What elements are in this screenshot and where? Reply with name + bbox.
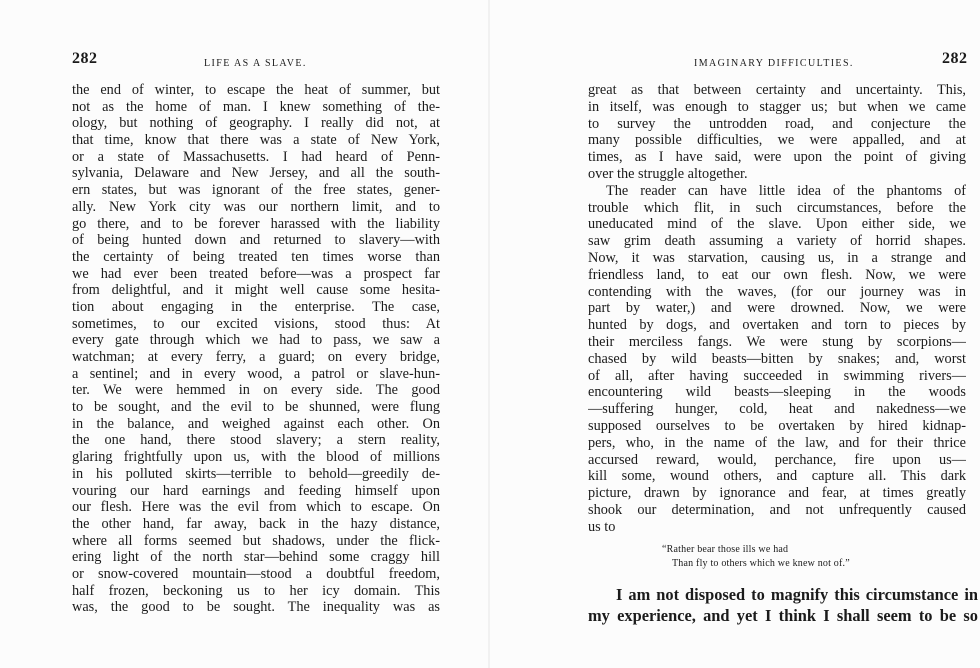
body-line: glaring frightfully upon us, with the blood of millions (72, 449, 440, 466)
body-line: where all forms seemed but shadows, under the flick- (72, 532, 440, 549)
right-body-text (588, 82, 966, 536)
body-line: not as the home of man. I knew something of the- (72, 98, 440, 115)
body-line: accursed reward, would, perchance, fire upon us— (588, 451, 966, 468)
body-line: my experience, and yet I think I shall seem to be so (588, 606, 978, 625)
body-line: of being hunted down and returned to slavery—with (72, 232, 440, 249)
body-line: half frozen, beckoning us to her icy domain. This (72, 582, 440, 599)
body-line: ering light of the north star—behind some craggy hill (72, 549, 440, 566)
body-line: —suffering hunger, cold, heat and nakedness—we (588, 401, 966, 418)
body-line: contending with the waves, (for our journey was in (588, 283, 966, 300)
left-page-number: 282 (72, 50, 98, 67)
body-line: kill some, wound others, and capture all. This dark (588, 468, 966, 485)
body-line: picture, drawn by ignorance and fear, at times greatly (588, 485, 966, 502)
right-page-number: 282 (942, 50, 968, 67)
body-line: watchman; at every ferry, a guard; on every bridge, (72, 349, 440, 365)
next-paragraph (588, 584, 978, 626)
body-line: us to (588, 518, 616, 535)
body-line: trouble which flit, in such circumstances, before the (588, 199, 966, 216)
body-line: saw grim death assuming a variety of horrid shapes. (588, 233, 966, 250)
body-line: to survey the untrodden road, and conjecture the (588, 115, 966, 132)
body-line: a sentinel; and in every wood, a patrol or slave-hun- (72, 365, 440, 382)
body-line: Now, it was starvation, causing us, in a strange and (588, 249, 966, 266)
body-line: from delightful, and it might well cause some hesita- (72, 282, 440, 299)
body-line: in the balance, and weighed against each other. On (72, 415, 440, 432)
body-line: ern states, but was ignorant of the free states, gener- (72, 182, 440, 199)
body-line: to be sought, and the evil to be shunned, were flung (72, 399, 440, 416)
body-line: our flesh. Here was the evil from which to escape. On (72, 499, 440, 516)
poetry-quote (662, 543, 850, 570)
left-running-head: LIFE AS A SLAVE. (204, 58, 307, 69)
body-line: many possible difficulties, we were appalled, and at (588, 132, 966, 149)
body-line: hunted by dogs, and overtaken and torn to pieces by (588, 317, 966, 334)
body-line: supposed ourselves to be overtaken by hired kidnap- (588, 417, 966, 434)
right-page (490, 0, 980, 668)
left-body-text (72, 82, 440, 616)
body-line: ally. New York city was our northern limit, and to (72, 198, 440, 215)
body-line: or a state of Massachusetts. I had heard of Penn- (72, 148, 440, 165)
body-line: The reader can have little idea of the phantoms of (606, 182, 966, 199)
body-line: every gate through which we had to pass, we saw a (72, 332, 440, 349)
body-line: the other hand, far away, back in the hazy distance, (72, 515, 440, 532)
quote-line: “Rather bear those ills we had (662, 544, 789, 555)
body-line: ter. We were hemmed in on every side. The good (72, 382, 440, 399)
body-line: I am not disposed to magnify this circumstance in (616, 585, 978, 604)
quote-line: Than fly to others which we knew not of.” (672, 557, 850, 569)
body-line: over the struggle altogether. (588, 165, 748, 182)
body-line: pers, who, in the name of the law, and for their thrice (588, 434, 966, 451)
body-line: go there, and to be forever harassed with the liability (72, 215, 440, 232)
body-line: sometimes, to our excited visions, stood thus: At (72, 315, 440, 332)
body-line: tion about engaging in the enterprise. The case, (72, 298, 440, 315)
body-line: vouring our hard earnings and feeding himself upon (72, 482, 440, 499)
body-line: or snow-covered mountain—stood a doubtful freedom, (72, 565, 440, 582)
body-line: part by water,) and were drowned. Now, we were (588, 300, 966, 317)
body-line: in itself, was enough to stagger us; but when we came (588, 98, 966, 115)
body-line: friendless land, to eat our own flesh. Now, we were (588, 266, 966, 283)
body-line: we had ever been treated before—was a prospect far (72, 265, 440, 282)
body-line: was, the good to be sought. The inequality was as (72, 599, 440, 616)
body-line: the end of winter, to escape the heat of summer, but (72, 82, 440, 98)
body-line: of all, after having succeeded in swimming rivers— (588, 367, 966, 384)
body-line: their merciless fangs. We were stung by scorpions— (588, 333, 966, 350)
body-line: uneducated mind of the slave. Upon either side, we (588, 216, 966, 233)
body-line: the certainty of being treated ten times worse than (72, 248, 440, 265)
body-line: the one hand, there stood slavery; a stern reality, (72, 432, 440, 449)
body-line: times, as I have said, were upon the point of giving (588, 149, 966, 166)
body-line: sylvania, Delaware and New Jersey, and all the south- (72, 165, 440, 182)
body-line: great as that between certainty and uncertainty. This, (588, 82, 966, 98)
body-line: shook our determination, and not unfrequently caused (588, 501, 966, 518)
right-running-head: IMAGINARY DIFFICULTIES. (694, 58, 854, 69)
body-line: ology, but nothing of geography. I really did not, at (72, 115, 440, 132)
body-line: chased by wild beasts—bitten by snakes; and, worst (588, 350, 966, 367)
body-line: in his polluted skirts—terrible to behold—greedily de- (72, 465, 440, 482)
body-line: encountering wild beasts—sleeping in the woods (588, 384, 966, 401)
body-line: that time, know that there was a state of New York, (72, 132, 440, 149)
